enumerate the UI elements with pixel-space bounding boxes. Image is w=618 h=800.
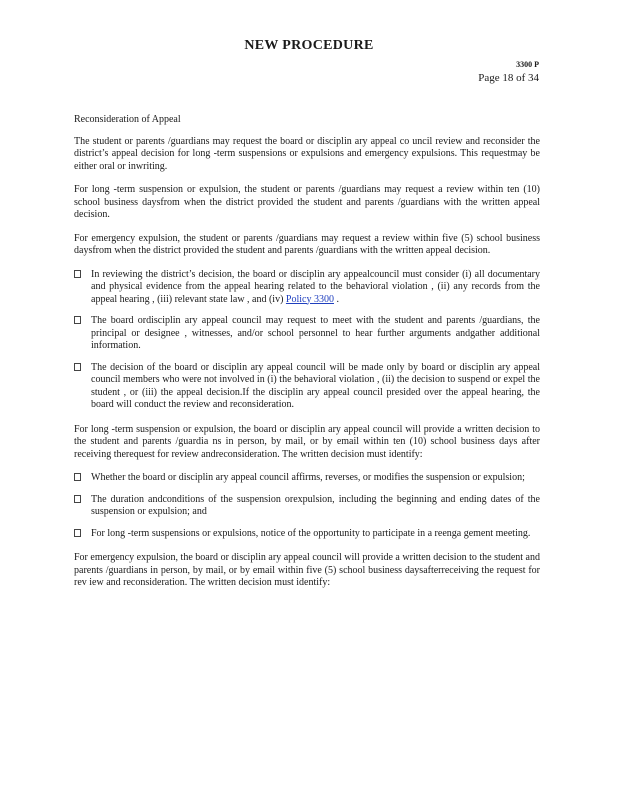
paragraph-emergency-decision: For emergency expulsion, the board or disciplin ary appeal council will provide a written decision to the student and parents /guardians in person, by mail, or by email within five (5) school business daysafterreceiving the request for rev iew and reconsideration. The written decision must identify: bbox=[74, 552, 540, 588]
list-item-text: In reviewing the district’s decision, the board or disciplin ary appealcouncil must consider (i) all documentary and physical evidence from the appeal hearing related to the behavioral violation , (ii) any records from the appeal hearing , (iii) relevant state law , and (iv) bbox=[91, 268, 540, 305]
list-item-text: For long -term suspensions or expulsions, notice of the opportunity to participate in a reenga gement meeting. bbox=[91, 527, 531, 539]
list-item-text: The decision of the board or disciplin ary appeal council will be made only by board or disciplin ary appeal council members who were not involved in (i) the behavioral violation , (ii) the decision to suspend or expel the student , or (iii) the appeal decision.If the disciplin ary appeal council presided over the appeal hearing, the board will conduct the review and reconsideration. bbox=[91, 361, 540, 410]
checkbox-bullet-icon bbox=[74, 473, 81, 481]
list-item-text: Whether the board or disciplin ary appeal council affirms, reverses, or modifies the suspension or expulsion; bbox=[91, 472, 525, 483]
list-item-suffix: . bbox=[333, 293, 339, 305]
checkbox-bullet-icon bbox=[74, 495, 81, 503]
paragraph-emergency-deadline: For emergency expulsion, the student or parents /guardians may request a review within five (5) school business daysfrom when the district provided the student and parents /guardians with the written appeal decision. bbox=[74, 232, 540, 256]
checkbox-bullet-icon bbox=[74, 363, 81, 371]
paragraph-request-review: The student or parents /guardians may request the board or disciplin ary appeal co uncil review and reconsider the district’s appeal decision for long -term suspensions or expulsions and emergency expulsions. This requestmay be either oral or inwriting. bbox=[74, 135, 540, 172]
paragraph-long-term-deadline: For long -term suspension or expulsion, the student or parents /guardians may request a review within ten (10) school business daysfrom when the district provided the student and parents /guardians with the written appeal decision. bbox=[74, 184, 540, 220]
list-item bbox=[74, 472, 540, 485]
list-item bbox=[74, 269, 540, 307]
paragraph-long-term-decision: For long -term suspension or expulsion, the board or disciplin ary appeal council will provide a written decision to the student and parents /guardia ns in person, by mail, or by email within ten (10) school business days after receiving therequest for review andreconsideration. The written decision must identify: bbox=[74, 423, 540, 460]
policy-3300-link[interactable]: Policy 3300 bbox=[285, 293, 334, 305]
section-heading: Reconsideration of Appeal bbox=[74, 114, 181, 125]
list-item bbox=[74, 315, 540, 353]
page-number: Page 18 of 34 bbox=[478, 72, 539, 84]
list-item bbox=[74, 362, 540, 412]
list-item bbox=[74, 494, 540, 519]
policy-code: 3300 P bbox=[516, 60, 539, 69]
checkbox-bullet-icon bbox=[74, 270, 81, 278]
list-item-text: The duration andconditions of the suspension orexpulsion, including the beginning and ending dates of the suspension or expulsion; and bbox=[91, 493, 540, 517]
checkbox-bullet-icon bbox=[74, 529, 81, 537]
list-item bbox=[74, 528, 540, 541]
page-title: NEW PROCEDURE bbox=[244, 38, 374, 53]
list-item-text: The board ordisciplin ary appeal council may request to meet with the student and parents /guardians, the principal or designee , witnesses, and/or school personnel to hear further arguments andgather additional information. bbox=[91, 315, 540, 351]
document-body bbox=[74, 114, 540, 601]
checkbox-bullet-icon bbox=[74, 316, 81, 324]
